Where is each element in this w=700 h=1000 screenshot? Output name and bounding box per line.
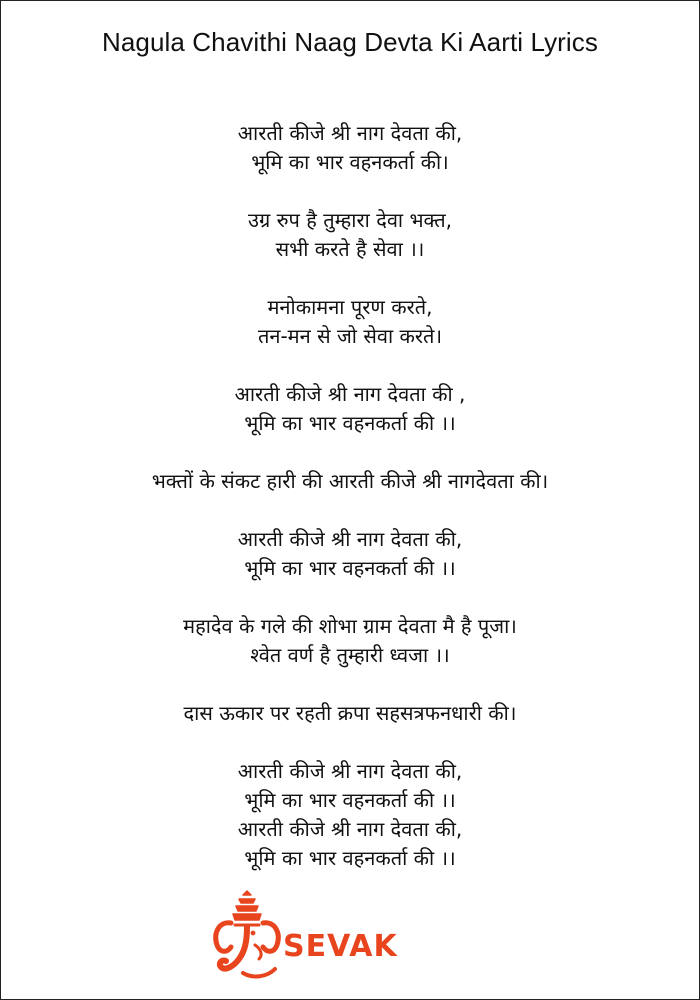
lyric-line: मनोकामना पूरण करते,	[267, 295, 433, 319]
lyric-line: आरती कीजे श्री नाग देवता की,	[237, 759, 463, 783]
stanza-3	[1, 293, 699, 351]
stanza-2	[1, 206, 699, 264]
lyric-line: आरती कीजे श्री नाग देवता की,	[237, 527, 463, 551]
stanza-4	[1, 380, 699, 438]
stanza-6	[1, 525, 699, 583]
page-title: Nagula Chavithi Naag Devta Ki Aarti Lyrics	[101, 27, 599, 57]
stanza-8	[1, 699, 699, 728]
lyric-line: भूमि का भार वहनकर्ता की ।।	[244, 846, 456, 870]
lyric-line: भूमि का भार वहनकर्ता की ।।	[244, 556, 456, 580]
lyric-line: भूमि का भार वहनकर्ता की ।।	[244, 411, 456, 435]
lyric-line: आरती कीजे श्री नाग देवता की ,	[234, 382, 466, 406]
stanza-5	[1, 467, 699, 496]
lyrics-body	[1, 119, 699, 873]
lyric-line: आरती कीजे श्री नाग देवता की,	[237, 121, 463, 145]
lyric-line: महादेव के गले की शोभा ग्राम देवता मै है पूजा।	[183, 614, 517, 638]
ganesha-icon	[209, 889, 289, 981]
lyric-line: सभी करते है सेवा ।।	[275, 237, 425, 261]
lyric-line: भूमि का भार वहनकर्ता की ।।	[244, 788, 456, 812]
sevak-logo	[209, 889, 409, 981]
lyric-line: श्वेत वर्ण है तुम्हारी ध्वजा ।।	[250, 643, 450, 667]
lyric-line: दास ऊकार पर रहती क्रपा सहसत्रफनधारी की।	[183, 701, 517, 725]
stanza-1	[1, 119, 699, 177]
stanza-9	[1, 757, 699, 873]
stanza-7	[1, 612, 699, 670]
lyric-line: आरती कीजे श्री नाग देवता की,	[237, 817, 463, 841]
lyric-line: उग्र रुप है तुम्हारा देवा भक्त,	[247, 208, 453, 232]
lyric-line: भक्तों के संकट हारी की आरती कीजे श्री नागदेवता की।	[151, 469, 549, 493]
lyric-line: भूमि का भार वहनकर्ता की।	[251, 150, 449, 174]
lyric-line: तन-मन से जो सेवा करते।	[257, 324, 443, 348]
brand-name: SEVAK	[283, 929, 398, 964]
